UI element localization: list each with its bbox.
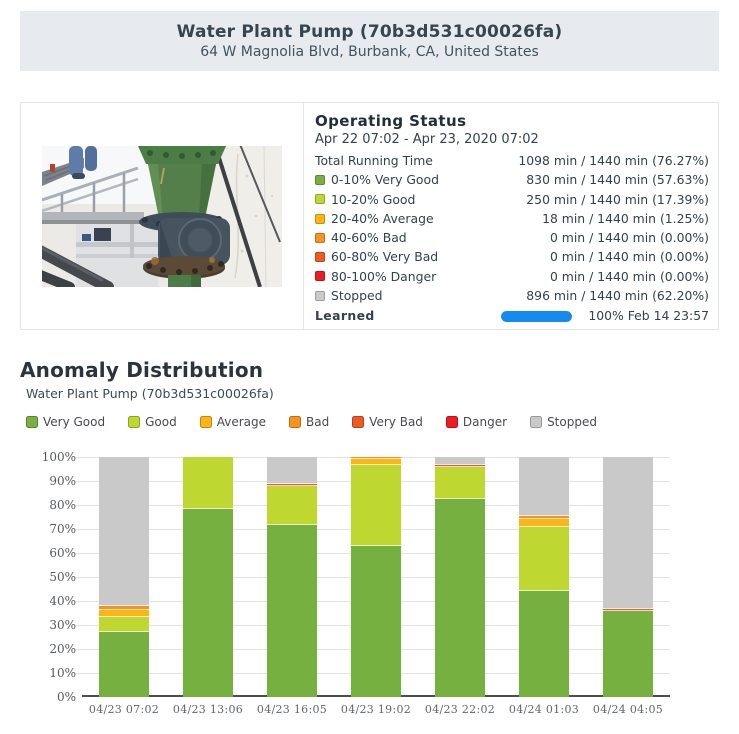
y-tick-label: 90%	[49, 474, 76, 488]
status-row-label: 40-60% Bad	[331, 230, 407, 246]
bar-segment-very-good	[183, 509, 233, 697]
bar-segment-stopped	[519, 457, 569, 516]
chart-bar	[519, 457, 569, 697]
x-tick-label: 04/23 22:02	[424, 703, 496, 716]
status-row	[315, 247, 709, 266]
status-card	[20, 102, 719, 330]
status-row	[315, 209, 709, 228]
legend-item	[200, 415, 266, 429]
x-tick-label: 04/24 04:05	[592, 703, 664, 716]
y-tick-label: 70%	[49, 522, 76, 536]
legend-item	[26, 415, 105, 429]
status-row-value: 0 min / 1440 min (0.00%)	[549, 249, 709, 265]
y-tick-label: 40%	[49, 594, 76, 608]
status-row-label: 0-10% Very Good	[331, 172, 439, 188]
status-row-label: 80-100% Danger	[331, 268, 437, 284]
operating-status-panel	[303, 103, 718, 329]
y-tick-label: 30%	[49, 618, 76, 632]
chart-legend	[26, 415, 739, 429]
bar-segment-very-good	[351, 546, 401, 697]
legend-label: Good	[145, 415, 177, 429]
y-tick-label: 60%	[49, 546, 76, 560]
status-row	[315, 228, 709, 247]
legend-label: Danger	[462, 415, 508, 429]
status-color-swatch	[315, 252, 325, 262]
legend-label: Bad	[306, 415, 330, 429]
bar-segment-good	[435, 467, 485, 499]
y-tick-label: 100%	[41, 450, 76, 464]
y-tick-label: 20%	[49, 642, 76, 656]
status-rows	[315, 151, 709, 305]
status-color-swatch	[315, 175, 325, 185]
bar-segment-very-good	[99, 632, 149, 697]
status-row-label: 20-40% Average	[331, 210, 434, 226]
x-tick-label: 04/23 07:02	[88, 703, 160, 716]
chart-plot-area	[82, 457, 670, 697]
anomaly-chart	[20, 439, 739, 714]
bar-segment-average	[99, 610, 149, 617]
legend-item	[128, 415, 177, 429]
chart-bar	[351, 457, 401, 697]
chart-bar	[99, 457, 149, 697]
legend-item	[289, 415, 329, 429]
chart-bar	[267, 457, 317, 697]
status-row	[315, 151, 709, 170]
status-row-value: 0 min / 1440 min (0.00%)	[549, 230, 709, 246]
bar-segment-stopped	[435, 457, 485, 465]
legend-label: Very Good	[43, 415, 106, 429]
status-color-swatch	[315, 291, 325, 301]
bar-segment-average	[519, 519, 569, 526]
x-tick-label: 04/23 16:05	[256, 703, 328, 716]
status-row	[315, 190, 709, 209]
y-axis-labels	[20, 450, 76, 704]
learned-row	[315, 306, 709, 325]
bar-segment-stopped	[99, 457, 149, 606]
device-header	[20, 11, 719, 71]
anomaly-title: Anomaly Distribution	[20, 358, 264, 382]
pump-photo	[21, 103, 303, 329]
y-tick-label: 50%	[49, 570, 76, 584]
learned-progress-bar	[501, 311, 572, 322]
x-axis-labels	[82, 703, 670, 723]
page-title: Water Plant Pump (70b3d531c00026fa)	[176, 22, 563, 42]
status-row-value: 250 min / 1440 min (17.39%)	[526, 191, 709, 207]
status-row-value: 0 min / 1440 min (0.00%)	[549, 268, 709, 284]
legend-label: Stopped	[547, 415, 597, 429]
bar-segment-stopped	[603, 457, 653, 609]
legend-swatch	[200, 416, 212, 428]
y-tick-label: 10%	[49, 666, 76, 680]
status-row	[315, 286, 709, 305]
legend-swatch	[352, 416, 364, 428]
bar-segment-good	[519, 527, 569, 592]
bar-segment-very-good	[435, 499, 485, 697]
bar-segment-very-good	[519, 591, 569, 697]
device-address: 64 W Magnolia Blvd, Burbank, CA, United States	[200, 44, 539, 60]
y-tick-label: 80%	[49, 498, 76, 512]
status-date-range: Apr 22 07:02 - Apr 23, 2020 07:02	[315, 132, 539, 147]
legend-swatch	[530, 416, 542, 428]
bar-segment-stopped	[267, 457, 317, 484]
x-tick-label: 04/23 13:06	[172, 703, 244, 716]
status-row-label: Stopped	[331, 288, 383, 304]
bar-segment-good	[99, 617, 149, 633]
status-row-label: Total Running Time	[315, 153, 433, 168]
anomaly-subtitle: Water Plant Pump (70b3d531c00026fa)	[26, 386, 274, 401]
status-row-value: 18 min / 1440 min (1.25%)	[542, 210, 709, 226]
status-color-swatch	[315, 214, 325, 224]
status-row-value: 830 min / 1440 min (57.63%)	[526, 172, 709, 188]
legend-label: Very Bad	[369, 415, 423, 429]
bar-segment-good	[183, 457, 233, 509]
bar-segment-good	[351, 465, 401, 546]
bar-segment-very-good	[267, 525, 317, 697]
bar-segment-very-good	[603, 611, 653, 697]
legend-item	[530, 415, 597, 429]
legend-label: Average	[216, 415, 266, 429]
status-color-swatch	[315, 194, 325, 204]
legend-swatch	[128, 416, 140, 428]
legend-swatch	[26, 416, 38, 428]
operating-status-title: Operating Status	[315, 112, 467, 130]
status-row	[315, 267, 709, 286]
bar-segment-good	[267, 486, 317, 526]
legend-swatch	[446, 416, 458, 428]
learned-value: 100% Feb 14 23:57	[588, 308, 709, 324]
legend-item	[446, 415, 507, 429]
learned-label: Learned	[315, 308, 375, 324]
status-row-value: 896 min / 1440 min (62.20%)	[526, 288, 709, 304]
y-tick-label: 0%	[56, 690, 76, 704]
x-tick-label: 04/24 01:03	[508, 703, 580, 716]
legend-item	[352, 415, 423, 429]
status-row-label: 60-80% Very Bad	[331, 249, 439, 265]
learned-progress-fill	[501, 311, 572, 322]
status-row	[315, 170, 709, 189]
pump-photo-graphic	[42, 146, 282, 287]
status-color-swatch	[315, 271, 325, 281]
legend-swatch	[289, 416, 301, 428]
dashboard-page	[0, 11, 739, 734]
anomaly-section	[20, 358, 739, 714]
status-row-value: 1098 min / 1440 min (76.27%)	[518, 153, 709, 168]
x-tick-label: 04/23 19:02	[340, 703, 412, 716]
chart-bar	[603, 457, 653, 697]
chart-bar	[435, 457, 485, 697]
chart-bar	[183, 457, 233, 697]
status-color-swatch	[315, 233, 325, 243]
status-row-label: 10-20% Good	[331, 191, 416, 207]
